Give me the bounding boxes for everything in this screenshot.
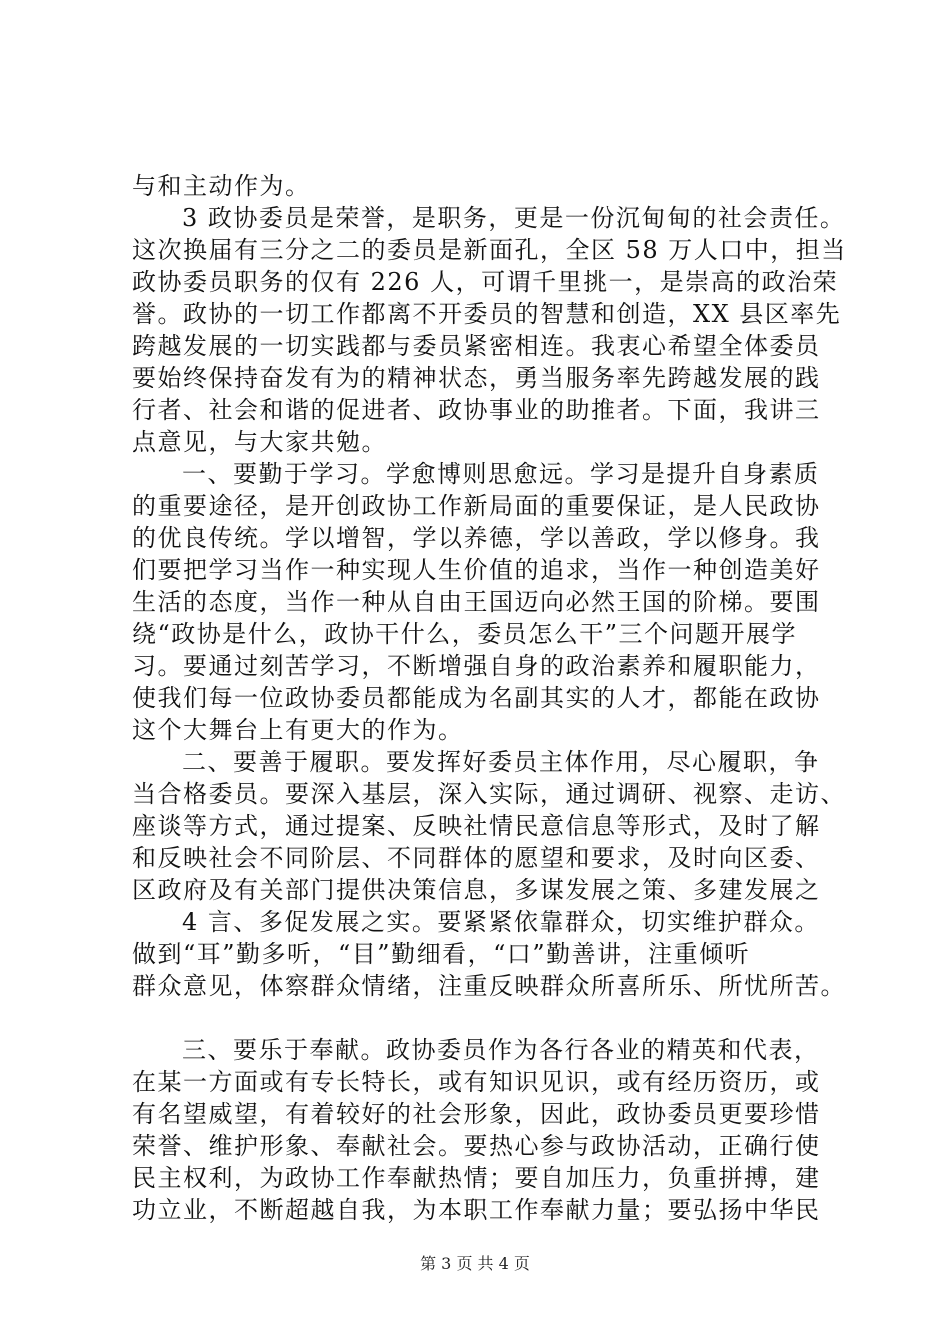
text-line: 习。要通过刻苦学习，不断增强自身的政治素养和履职能力，	[132, 652, 821, 680]
paragraph-start-line: 4 言、多促发展之实。要紧紧依靠群众，切实维护群众。	[182, 908, 820, 936]
text-line: 当合格委员。要深入基层，深入实际，通过调研、视察、走访、	[132, 780, 846, 808]
paragraph-start-line: 二、要善于履职。要发挥好委员主体作用，尽心履职，争	[182, 748, 820, 776]
text-line: 生活的态度，当作一种从自由王国迈向必然王国的阶梯。要围	[132, 588, 821, 616]
document-body	[132, 170, 847, 1226]
text-line: 绕“政协是什么，政协干什么，委员怎么干”三个问题开展学	[132, 620, 798, 648]
text-line: 和反映社会不同阶层、不同群体的愿望和要求，及时向区委、	[132, 844, 821, 872]
text-line: 这次换届有三分之二的委员是新面孔，全区 58 万人口中，担当	[132, 236, 847, 264]
text-line: 群众意见，体察群众情绪，注重反映群众所喜所乐、所忧所苦。	[132, 972, 846, 1000]
paragraph-gap	[132, 1002, 832, 1034]
text-line: 座谈等方式，通过提案、反映社情民意信息等形式，及时了解	[132, 812, 821, 840]
page-number-footer: 第 3 页 共 4 页	[420, 1254, 530, 1273]
text-line: 要始终保持奋发有为的精神状态，勇当服务率先跨越发展的践	[132, 364, 821, 392]
text-line: 区政府及有关部门提供决策信息，多谋发展之策、多建发展之	[132, 876, 821, 904]
paragraph-start-line: 一、要勤于学习。学愈博则思愈远。学习是提升自身素质	[182, 460, 820, 488]
text-line: 民主权利，为政协工作奉献热情；要自加压力，负重拼搏，建	[132, 1164, 821, 1192]
text-line: 跨越发展的一切实践都与委员紧密相连。我衷心希望全体委员	[132, 332, 821, 360]
text-line: 政协委员职务的仅有 226 人，可谓千里挑一，是崇高的政治荣	[132, 268, 839, 296]
text-line: 誉。政协的一切工作都离不开委员的智慧和创造，XX 县区率先	[132, 300, 842, 328]
text-line: 行者、社会和谐的促进者、政协事业的助推者。下面，我讲三	[132, 396, 821, 424]
text-line: 使我们每一位政协委员都能成为名副其实的人才，都能在政协	[132, 684, 821, 712]
text-line: 的重要途径，是开创政协工作新局面的重要保证，是人民政协	[132, 492, 821, 520]
text-line: 荣誉、维护形象、奉献社会。要热心参与政协活动，正确行使	[132, 1132, 821, 1160]
paragraph-start-line: 3 政协委员是荣誉，是职务，更是一份沉甸甸的社会责任。	[182, 204, 846, 232]
text-line: 的优良传统。学以增智，学以养德，学以善政，学以修身。我	[132, 524, 821, 552]
text-line: 在某一方面或有专长特长，或有知识见识，或有经历资历，或	[132, 1068, 821, 1096]
text-line: 功立业，不断超越自我，为本职工作奉献力量；要弘扬中华民	[132, 1196, 821, 1224]
text-line: 有名望威望，有着较好的社会形象，因此，政协委员更要珍惜	[132, 1100, 821, 1128]
paragraph-start-line: 三、要乐于奉献。政协委员作为各行各业的精英和代表，	[182, 1036, 820, 1064]
text-line: 与和主动作为。	[132, 172, 311, 200]
text-line: 这个大舞台上有更大的作为。	[132, 716, 464, 744]
text-line: 做到“耳”勤多听，“目”勤细看，“口”勤善讲，注重倾听	[132, 940, 751, 968]
text-line: 点意见，与大家共勉。	[132, 428, 387, 456]
text-line: 们要把学习当作一种实现人生价值的追求，当作一种创造美好	[132, 556, 821, 584]
